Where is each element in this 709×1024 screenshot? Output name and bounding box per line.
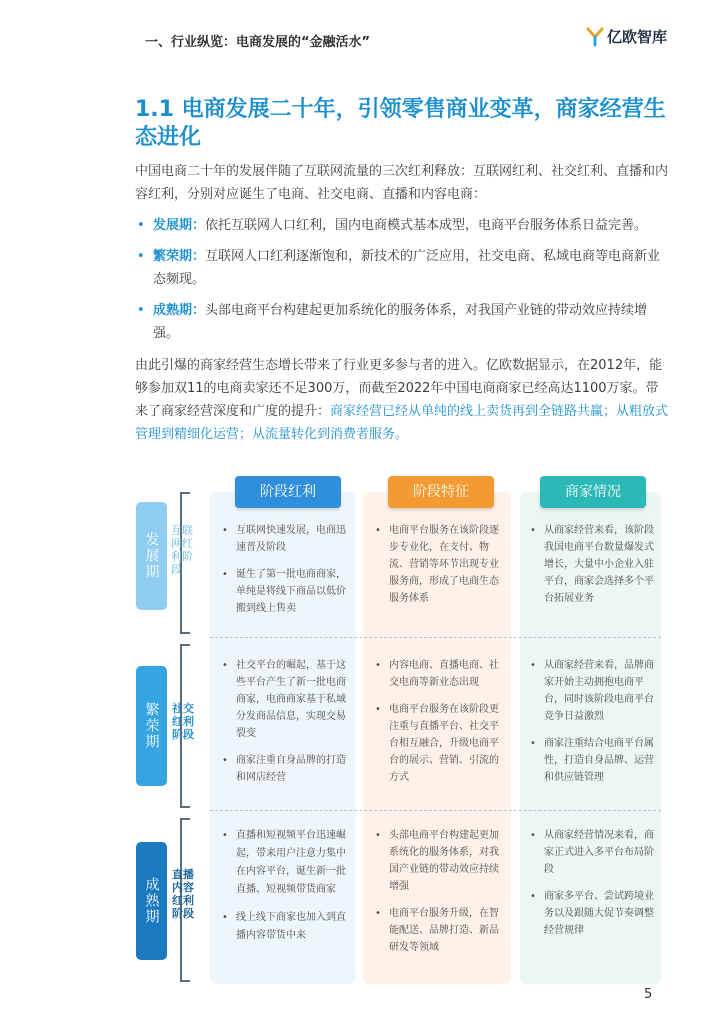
logo [586,26,667,47]
bullet-item [135,245,670,291]
cell-item: • 头部电商平台构建起更加系统化的服务体系，对我国产业链的带动效应持续增强 [371,827,505,895]
column-header-features: 阶段特征 [388,476,494,508]
bullet-text: 互联网人口红利逐渐饱和，新技术的广泛应用，社交电商、私域电商等电商新业态频现。 [153,249,661,287]
column-header-merchants: 商家情况 [540,476,646,508]
cell-prosperity-features [371,657,505,796]
cell-item: • 互联网快速发展，电商迅速普及阶段 [218,522,350,556]
bullet-item [135,214,670,237]
cell-item: • 从商家经营来看，该阶段我国电商平台数量爆发式增长，大量中小企业入驻平台，商家会选择多个平台拓展业务 [526,522,658,607]
dividend-label-social: 社交红利阶段 [172,702,194,741]
bullet-term: 发展期： [153,218,206,233]
cell-item: • 商家注重自身品牌的打造和网店经营 [218,752,350,786]
dividend-label-internet: 互联网红利阶段 [171,524,193,576]
cell-item: • 电商平台服务在该阶段逐步专业化，在支付、物流、营销等环节出现专业服务商，形成了电商生态服务体系 [371,522,505,607]
bullet-text: 头部电商平台构建起更加系统化的服务体系，对我国产业链的带动效应持续增强。 [153,303,648,341]
growth-paragraph [135,354,670,446]
paragraph-highlight: 商家经营已经从单纯的线上卖货再到全链路共赢；从粗放式管理到精细化运营；从流量转化到消费者服务。 [135,404,669,442]
cell-maturity-dividend [218,827,350,955]
logo-icon [586,27,604,47]
stage-label-prosperity: 繁荣期 [136,666,167,786]
dividend-label-live: 直播内容红利阶段 [172,868,194,920]
cell-item: • 商家多平台、尝试跨境业务以及跟随大促节奏调整经营规律 [526,888,658,939]
cell-prosperity-merchants [526,657,658,796]
cell-development-merchants [526,522,658,617]
cell-item: • 从商家经营情况来看，商家正式进入多平台布局阶段 [526,827,658,878]
page-number: 5 [644,987,653,1002]
intro-paragraph: 中国电商二十年的发展伴随了互联网流量的三次红利释放：互联网红利、社交红利、直播和内容红利，分别对应诞生了电商、社交电商、直播和内容电商： [135,164,669,202]
logo-text: 亿欧智库 [607,28,668,46]
section-header: 一、行业纵览：电商发展的“金融活水” [145,35,371,50]
bullet-term: 成熟期： [153,303,206,318]
cell-item: • 从商家经营来看，品牌商家开始主动拥抱电商平台，同时该阶段电商平台竞争日益激烈 [526,657,658,725]
stage-bullet-list [135,214,670,353]
column-header-dividend: 阶段红利 [235,476,341,508]
cell-development-features [371,522,505,617]
cell-item: • 诞生了第一批电商商家，单纯是将线下商品以低价搬到线上售卖 [218,566,350,617]
row-divider [210,810,661,811]
paragraph-text: 由此引爆的商家经营生态增长带来了行业更多参与者的进入。亿欧数据显示，在2012年，能够参加双11的电商卖家还不足300万，而截至2022年中国电商商家已经高达1100万家。带来了商家经营深度和广度的提升： [135,358,663,419]
bullet-text: 依托互联网人口红利，国内电商模式基本成型，电商平台服务体系日益完善。 [205,218,648,233]
stage-label-maturity: 成熟期 [136,842,167,960]
row-divider [210,637,661,638]
cell-prosperity-dividend [218,657,350,796]
cell-item: • 直播和短视频平台迅速崛起，带来用户注意力集中在内容平台，诞生新一批直播、短视频带货商家 [218,827,350,899]
cell-item: • 社交平台的崛起，基于这些平台产生了新一批电商商家，电商商家基于私域分发商品信息，实现交易裂变 [218,657,350,742]
cell-item: • 电商平台服务升级，在智能配送、品牌打造、新品研发等领域 [371,905,505,956]
cell-item: • 线上线下商家也加入到直播内容带货中来 [218,909,350,945]
cell-item: • 商家注重结合电商平台属性，打造自身品牌、运营和供应链管理 [526,735,658,786]
cell-item: • 内容电商、直播电商、社交电商等新业态出现 [371,657,505,691]
bullet-term: 繁荣期： [153,249,206,264]
cell-development-dividend [218,522,350,627]
page-title: 1.1 电商发展二十年，引领零售商业变革，商家经营生态进化 [135,97,666,150]
cell-item: • 电商平台服务在该阶段更注重与直播平台、社交平台相互融合，升级电商平台的展示、营销、引流的方式 [371,701,505,786]
bullet-item [135,299,670,345]
stage-label-development: 发展期 [136,502,167,610]
cell-maturity-merchants [526,827,658,949]
cell-maturity-features [371,827,505,966]
